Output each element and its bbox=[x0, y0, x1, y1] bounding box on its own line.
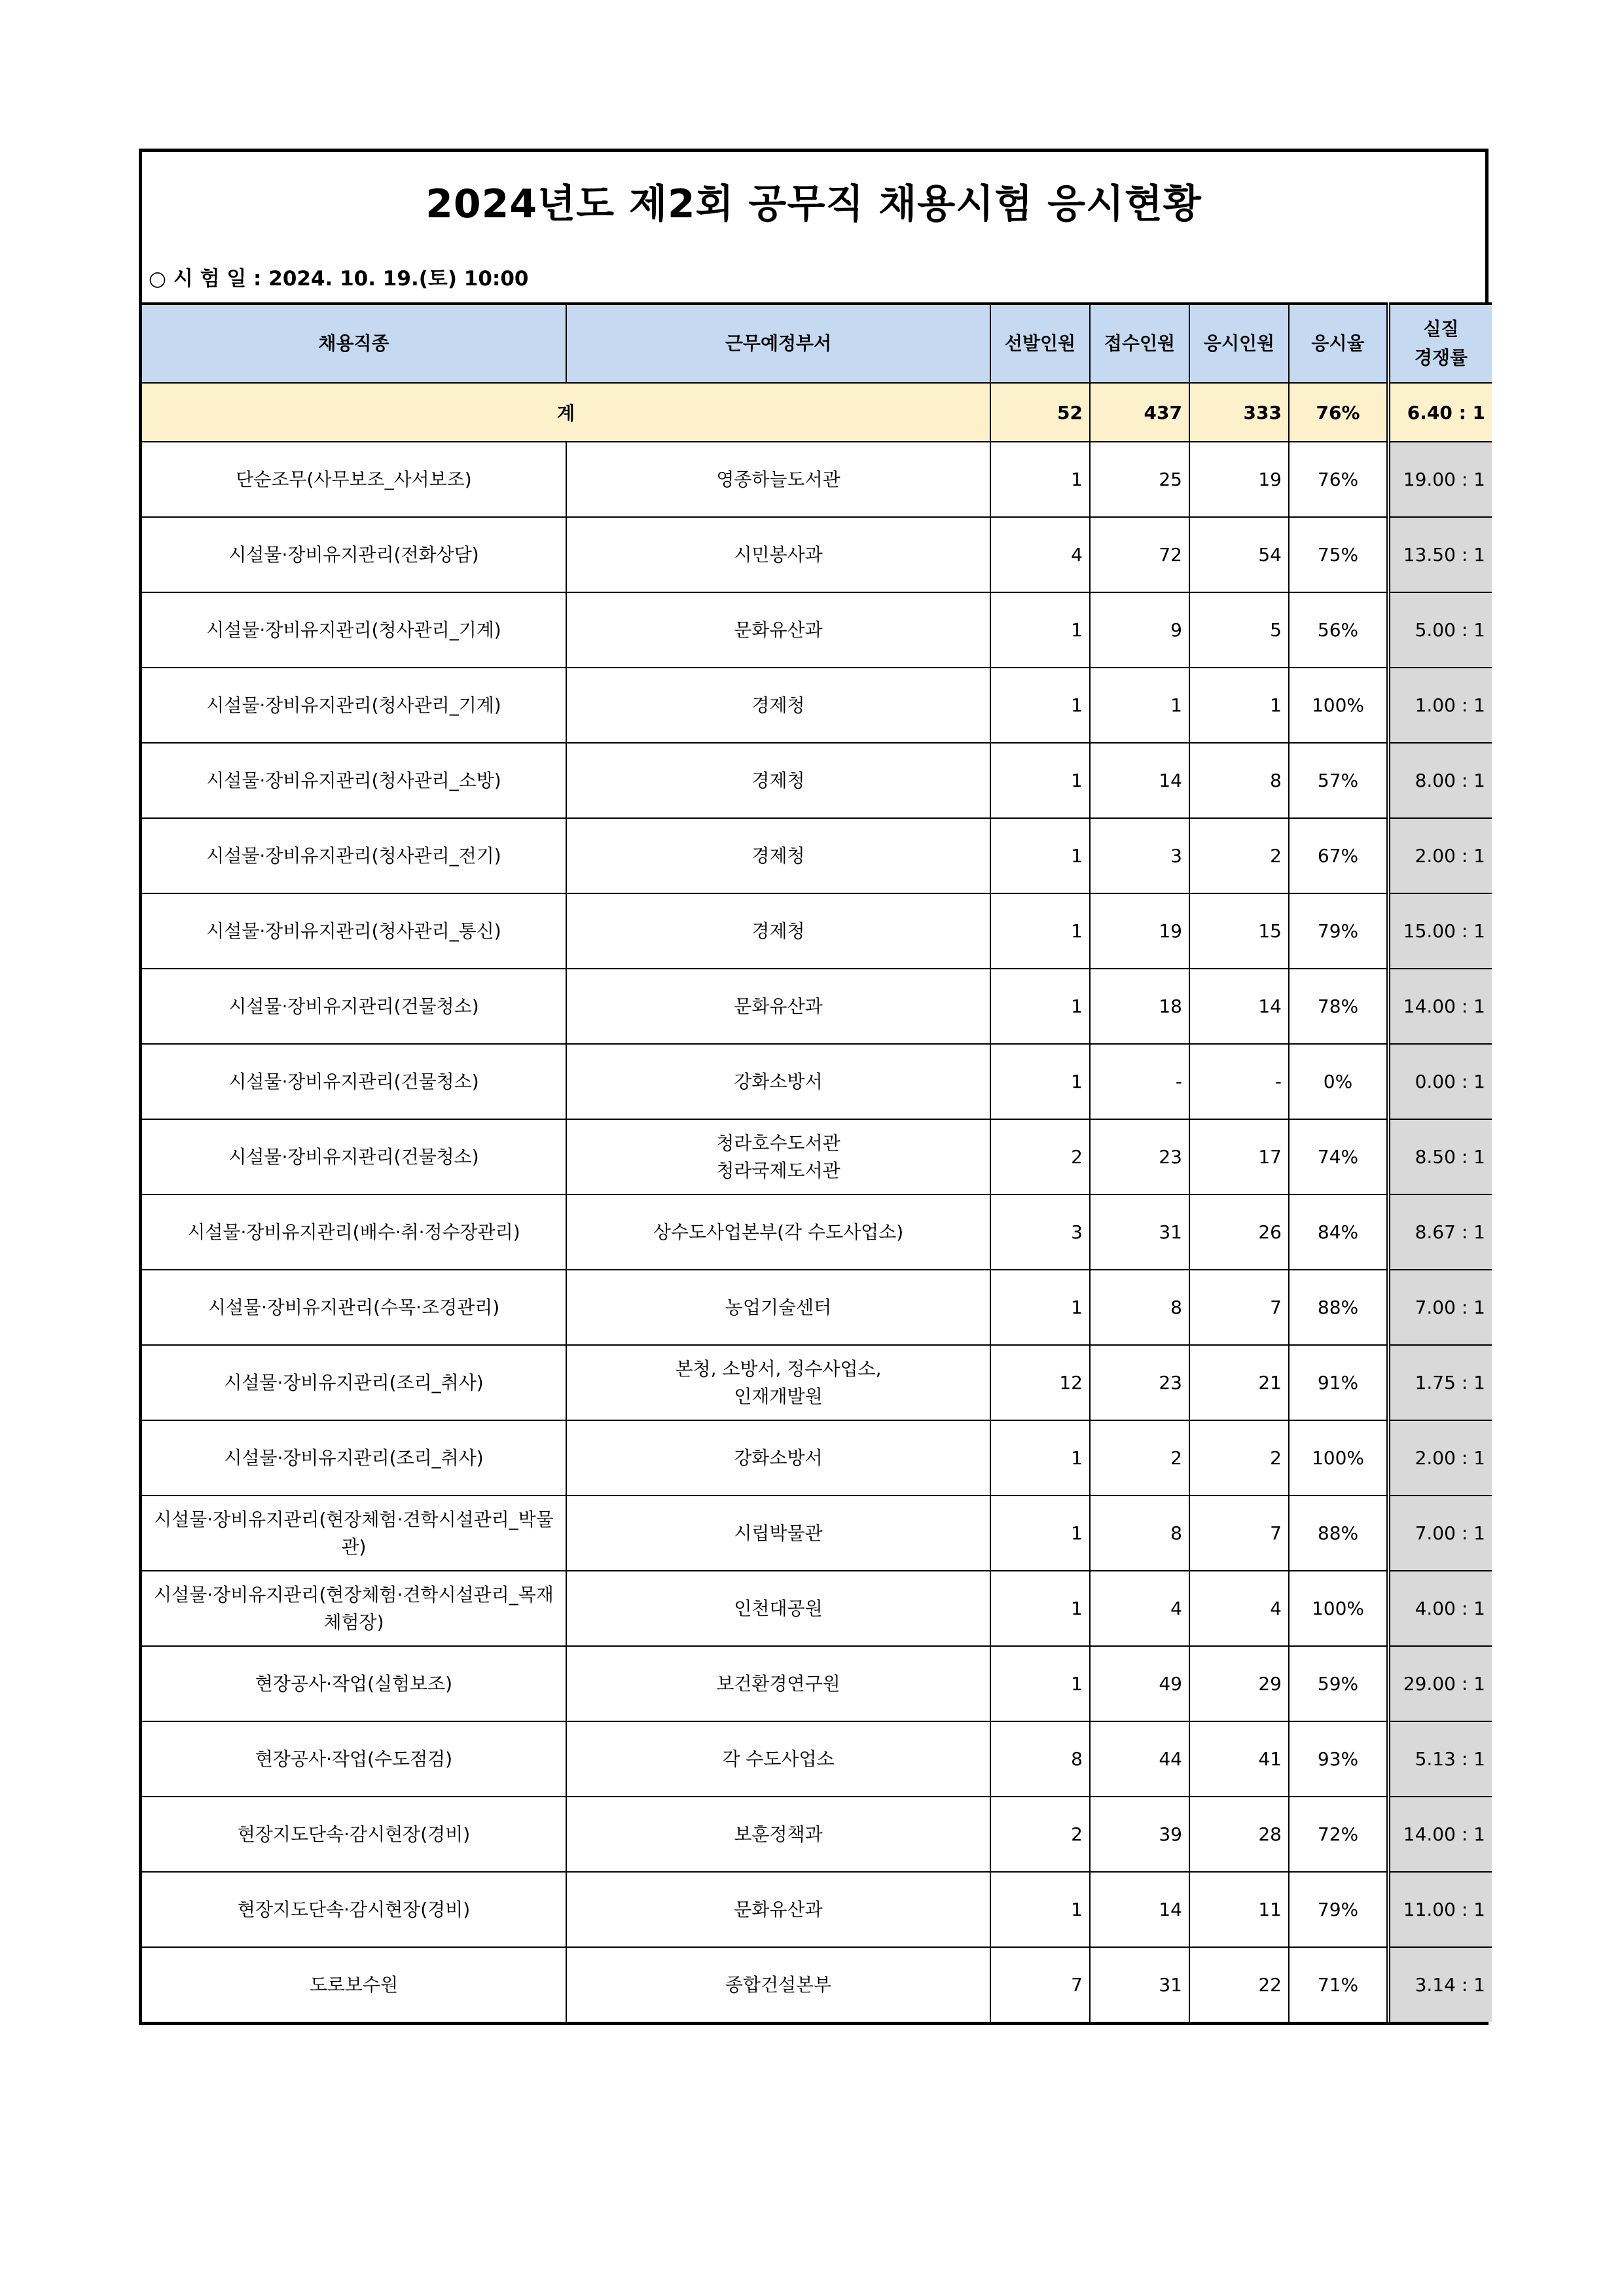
table-row bbox=[142, 1947, 1492, 2022]
cell-dept: 문화유산과 bbox=[566, 592, 990, 668]
cell-attended: 7 bbox=[1189, 1496, 1289, 1571]
header-selected: 선발인원 bbox=[990, 304, 1090, 383]
cell-attended: 19 bbox=[1189, 442, 1289, 517]
cell-attended: 8 bbox=[1189, 743, 1289, 818]
table-row bbox=[142, 1420, 1492, 1496]
header-applied: 접수인원 bbox=[1090, 304, 1189, 383]
header-ratio-line1: 실질 bbox=[1423, 318, 1459, 340]
header-ratio bbox=[1388, 304, 1492, 383]
cell-dept: 시민봉사과 bbox=[566, 517, 990, 592]
cell-applied: 18 bbox=[1090, 969, 1189, 1044]
cell-selected: 1 bbox=[990, 1044, 1090, 1119]
total-label: 계 bbox=[142, 383, 990, 442]
cell-ratio: 3.14 : 1 bbox=[1388, 1947, 1492, 2022]
cell-applied: 72 bbox=[1090, 517, 1189, 592]
table-row bbox=[142, 1797, 1492, 1872]
cell-attended: 2 bbox=[1189, 818, 1289, 893]
page-title: 2024년도 제2회 공무직 채용시험 응시현황 bbox=[425, 181, 1202, 227]
cell-rate: 76% bbox=[1289, 442, 1388, 517]
cell-selected: 2 bbox=[990, 1797, 1090, 1872]
recruitment-status-sheet bbox=[139, 149, 1489, 2025]
cell-job: 시설물·장비유지관리(전화상담) bbox=[142, 517, 566, 592]
cell-attended: 22 bbox=[1189, 1947, 1289, 2022]
cell-applied: 1 bbox=[1090, 668, 1189, 743]
table-row bbox=[142, 1721, 1492, 1797]
table-row bbox=[142, 1044, 1492, 1119]
cell-applied: 3 bbox=[1090, 818, 1189, 893]
cell-dept: 보건환경연구원 bbox=[566, 1646, 990, 1721]
cell-dept: 청라호수도서관 청라국제도서관 bbox=[566, 1119, 990, 1194]
cell-ratio: 15.00 : 1 bbox=[1388, 893, 1492, 969]
table-row bbox=[142, 1872, 1492, 1947]
cell-rate: 79% bbox=[1289, 1872, 1388, 1947]
cell-rate: 88% bbox=[1289, 1496, 1388, 1571]
total-selected: 52 bbox=[990, 383, 1090, 442]
cell-ratio: 5.13 : 1 bbox=[1388, 1721, 1492, 1797]
cell-attended: 14 bbox=[1189, 969, 1289, 1044]
cell-attended: 5 bbox=[1189, 592, 1289, 668]
cell-applied: 14 bbox=[1090, 743, 1189, 818]
cell-ratio: 1.75 : 1 bbox=[1388, 1345, 1492, 1420]
cell-ratio: 8.00 : 1 bbox=[1388, 743, 1492, 818]
cell-ratio: 2.00 : 1 bbox=[1388, 818, 1492, 893]
cell-attended: 17 bbox=[1189, 1119, 1289, 1194]
cell-dept: 경제청 bbox=[566, 668, 990, 743]
cell-ratio: 0.00 : 1 bbox=[1388, 1044, 1492, 1119]
cell-rate: 84% bbox=[1289, 1194, 1388, 1270]
cell-rate: 56% bbox=[1289, 592, 1388, 668]
cell-rate: 88% bbox=[1289, 1270, 1388, 1345]
cell-ratio: 11.00 : 1 bbox=[1388, 1872, 1492, 1947]
cell-selected: 8 bbox=[990, 1721, 1090, 1797]
cell-ratio: 14.00 : 1 bbox=[1388, 1797, 1492, 1872]
cell-job: 시설물·장비유지관리(청사관리_기계) bbox=[142, 592, 566, 668]
cell-selected: 1 bbox=[990, 1420, 1090, 1496]
cell-selected: 1 bbox=[990, 969, 1090, 1044]
cell-attended: 15 bbox=[1189, 893, 1289, 969]
table-row bbox=[142, 818, 1492, 893]
table-row bbox=[142, 893, 1492, 969]
cell-ratio: 13.50 : 1 bbox=[1388, 517, 1492, 592]
table-row bbox=[142, 1646, 1492, 1721]
cell-attended: 26 bbox=[1189, 1194, 1289, 1270]
cell-applied: 4 bbox=[1090, 1571, 1189, 1646]
cell-ratio: 7.00 : 1 bbox=[1388, 1496, 1492, 1571]
cell-attended: 54 bbox=[1189, 517, 1289, 592]
cell-attended: 11 bbox=[1189, 1872, 1289, 1947]
cell-attended: 7 bbox=[1189, 1270, 1289, 1345]
cell-ratio: 4.00 : 1 bbox=[1388, 1571, 1492, 1646]
cell-applied: 31 bbox=[1090, 1194, 1189, 1270]
cell-applied: 23 bbox=[1090, 1345, 1189, 1420]
cell-applied: 14 bbox=[1090, 1872, 1189, 1947]
cell-job: 시설물·장비유지관리(건물청소) bbox=[142, 1119, 566, 1194]
cell-selected: 1 bbox=[990, 743, 1090, 818]
header-row bbox=[142, 304, 1492, 383]
total-ratio: 6.40 : 1 bbox=[1388, 383, 1492, 442]
cell-selected: 1 bbox=[990, 592, 1090, 668]
cell-rate: 79% bbox=[1289, 893, 1388, 969]
cell-applied: 49 bbox=[1090, 1646, 1189, 1721]
cell-dept: 경제청 bbox=[566, 743, 990, 818]
cell-applied: 19 bbox=[1090, 893, 1189, 969]
total-attended: 333 bbox=[1189, 383, 1289, 442]
cell-selected: 1 bbox=[990, 1571, 1090, 1646]
cell-job: 시설물·장비유지관리(건물청소) bbox=[142, 1044, 566, 1119]
cell-dept: 종합건설본부 bbox=[566, 1947, 990, 2022]
cell-applied: 44 bbox=[1090, 1721, 1189, 1797]
cell-dept: 강화소방서 bbox=[566, 1420, 990, 1496]
header-attended: 응시인원 bbox=[1189, 304, 1289, 383]
cell-dept: 강화소방서 bbox=[566, 1044, 990, 1119]
cell-rate: 78% bbox=[1289, 969, 1388, 1044]
cell-dept: 인천대공원 bbox=[566, 1571, 990, 1646]
cell-applied: 9 bbox=[1090, 592, 1189, 668]
cell-attended: - bbox=[1189, 1044, 1289, 1119]
cell-ratio: 14.00 : 1 bbox=[1388, 969, 1492, 1044]
cell-selected: 1 bbox=[990, 668, 1090, 743]
cell-rate: 100% bbox=[1289, 1420, 1388, 1496]
cell-selected: 1 bbox=[990, 893, 1090, 969]
cell-attended: 4 bbox=[1189, 1571, 1289, 1646]
cell-job: 도로보수원 bbox=[142, 1947, 566, 2022]
table-row bbox=[142, 1345, 1492, 1420]
cell-rate: 67% bbox=[1289, 818, 1388, 893]
cell-job: 시설물·장비유지관리(현장체험·견학시설관리_박물관) bbox=[142, 1496, 566, 1571]
table-row bbox=[142, 1119, 1492, 1194]
cell-job: 현장공사·작업(수도점검) bbox=[142, 1721, 566, 1797]
cell-dept: 각 수도사업소 bbox=[566, 1721, 990, 1797]
cell-selected: 4 bbox=[990, 517, 1090, 592]
cell-ratio: 7.00 : 1 bbox=[1388, 1270, 1492, 1345]
cell-applied: 2 bbox=[1090, 1420, 1189, 1496]
cell-rate: 72% bbox=[1289, 1797, 1388, 1872]
cell-selected: 1 bbox=[990, 1270, 1090, 1345]
cell-applied: 31 bbox=[1090, 1947, 1189, 2022]
cell-selected: 1 bbox=[990, 442, 1090, 517]
header-job: 채용직종 bbox=[142, 304, 566, 383]
cell-rate: 100% bbox=[1289, 668, 1388, 743]
header-rate: 응시율 bbox=[1289, 304, 1388, 383]
table-row bbox=[142, 1571, 1492, 1646]
cell-selected: 1 bbox=[990, 1646, 1090, 1721]
cell-attended: 41 bbox=[1189, 1721, 1289, 1797]
cell-attended: 1 bbox=[1189, 668, 1289, 743]
cell-applied: 39 bbox=[1090, 1797, 1189, 1872]
cell-ratio: 1.00 : 1 bbox=[1388, 668, 1492, 743]
cell-attended: 2 bbox=[1189, 1420, 1289, 1496]
table-row bbox=[142, 592, 1492, 668]
cell-job: 단순조무(사무보조_사서보조) bbox=[142, 442, 566, 517]
cell-selected: 3 bbox=[990, 1194, 1090, 1270]
cell-job: 시설물·장비유지관리(배수·취·정수장관리) bbox=[142, 1194, 566, 1270]
table-row bbox=[142, 442, 1492, 517]
cell-job: 시설물·장비유지관리(청사관리_기계) bbox=[142, 668, 566, 743]
exam-date-line: ○ 시 험 일 : 2024. 10. 19.(토) 10:00 bbox=[149, 266, 529, 291]
header-ratio-line2: 경쟁률 bbox=[1414, 347, 1468, 368]
cell-rate: 57% bbox=[1289, 743, 1388, 818]
table-row bbox=[142, 668, 1492, 743]
cell-selected: 12 bbox=[990, 1345, 1090, 1420]
cell-ratio: 29.00 : 1 bbox=[1388, 1646, 1492, 1721]
total-rate: 76% bbox=[1289, 383, 1388, 442]
cell-applied: - bbox=[1090, 1044, 1189, 1119]
cell-job: 시설물·장비유지관리(조리_취사) bbox=[142, 1345, 566, 1420]
cell-rate: 0% bbox=[1289, 1044, 1388, 1119]
cell-job: 시설물·장비유지관리(수목·조경관리) bbox=[142, 1270, 566, 1345]
cell-job: 시설물·장비유지관리(현장체험·견학시설관리_목재체험장) bbox=[142, 1571, 566, 1646]
total-applied: 437 bbox=[1090, 383, 1189, 442]
cell-dept: 경제청 bbox=[566, 893, 990, 969]
cell-selected: 1 bbox=[990, 1872, 1090, 1947]
cell-job: 현장지도단속·감시현장(경비) bbox=[142, 1872, 566, 1947]
cell-ratio: 19.00 : 1 bbox=[1388, 442, 1492, 517]
cell-applied: 8 bbox=[1090, 1496, 1189, 1571]
cell-rate: 59% bbox=[1289, 1646, 1388, 1721]
cell-dept: 상수도사업본부(각 수도사업소) bbox=[566, 1194, 990, 1270]
cell-rate: 93% bbox=[1289, 1721, 1388, 1797]
cell-applied: 23 bbox=[1090, 1119, 1189, 1194]
cell-rate: 91% bbox=[1289, 1345, 1388, 1420]
cell-applied: 8 bbox=[1090, 1270, 1189, 1345]
cell-selected: 2 bbox=[990, 1119, 1090, 1194]
cell-applied: 25 bbox=[1090, 442, 1189, 517]
table-row bbox=[142, 743, 1492, 818]
cell-selected: 1 bbox=[990, 818, 1090, 893]
cell-dept: 보훈정책과 bbox=[566, 1797, 990, 1872]
cell-selected: 1 bbox=[990, 1496, 1090, 1571]
cell-dept: 경제청 bbox=[566, 818, 990, 893]
cell-ratio: 8.50 : 1 bbox=[1388, 1119, 1492, 1194]
cell-dept: 본청, 소방서, 정수사업소, 인재개발원 bbox=[566, 1345, 990, 1420]
cell-job: 시설물·장비유지관리(건물청소) bbox=[142, 969, 566, 1044]
cell-attended: 21 bbox=[1189, 1345, 1289, 1420]
cell-ratio: 5.00 : 1 bbox=[1388, 592, 1492, 668]
cell-job: 시설물·장비유지관리(청사관리_소방) bbox=[142, 743, 566, 818]
table-row bbox=[142, 1270, 1492, 1345]
cell-dept: 문화유산과 bbox=[566, 1872, 990, 1947]
cell-rate: 75% bbox=[1289, 517, 1388, 592]
cell-job: 현장공사·작업(실험보조) bbox=[142, 1646, 566, 1721]
cell-dept: 문화유산과 bbox=[566, 969, 990, 1044]
cell-job: 시설물·장비유지관리(조리_취사) bbox=[142, 1420, 566, 1496]
cell-rate: 100% bbox=[1289, 1571, 1388, 1646]
cell-ratio: 8.67 : 1 bbox=[1388, 1194, 1492, 1270]
total-row bbox=[142, 383, 1492, 442]
cell-rate: 74% bbox=[1289, 1119, 1388, 1194]
table-row bbox=[142, 517, 1492, 592]
cell-job: 시설물·장비유지관리(청사관리_전기) bbox=[142, 818, 566, 893]
status-table bbox=[142, 302, 1492, 2022]
table-row bbox=[142, 1496, 1492, 1571]
cell-selected: 7 bbox=[990, 1947, 1090, 2022]
cell-attended: 28 bbox=[1189, 1797, 1289, 1872]
table-row bbox=[142, 969, 1492, 1044]
table-row bbox=[142, 1194, 1492, 1270]
cell-job: 시설물·장비유지관리(청사관리_통신) bbox=[142, 893, 566, 969]
cell-attended: 29 bbox=[1189, 1646, 1289, 1721]
cell-ratio: 2.00 : 1 bbox=[1388, 1420, 1492, 1496]
cell-dept: 시립박물관 bbox=[566, 1496, 990, 1571]
cell-dept: 농업기술센터 bbox=[566, 1270, 990, 1345]
cell-dept: 영종하늘도서관 bbox=[566, 442, 990, 517]
cell-job: 현장지도단속·감시현장(경비) bbox=[142, 1797, 566, 1872]
cell-rate: 71% bbox=[1289, 1947, 1388, 2022]
header-dept: 근무예정부서 bbox=[566, 304, 990, 383]
